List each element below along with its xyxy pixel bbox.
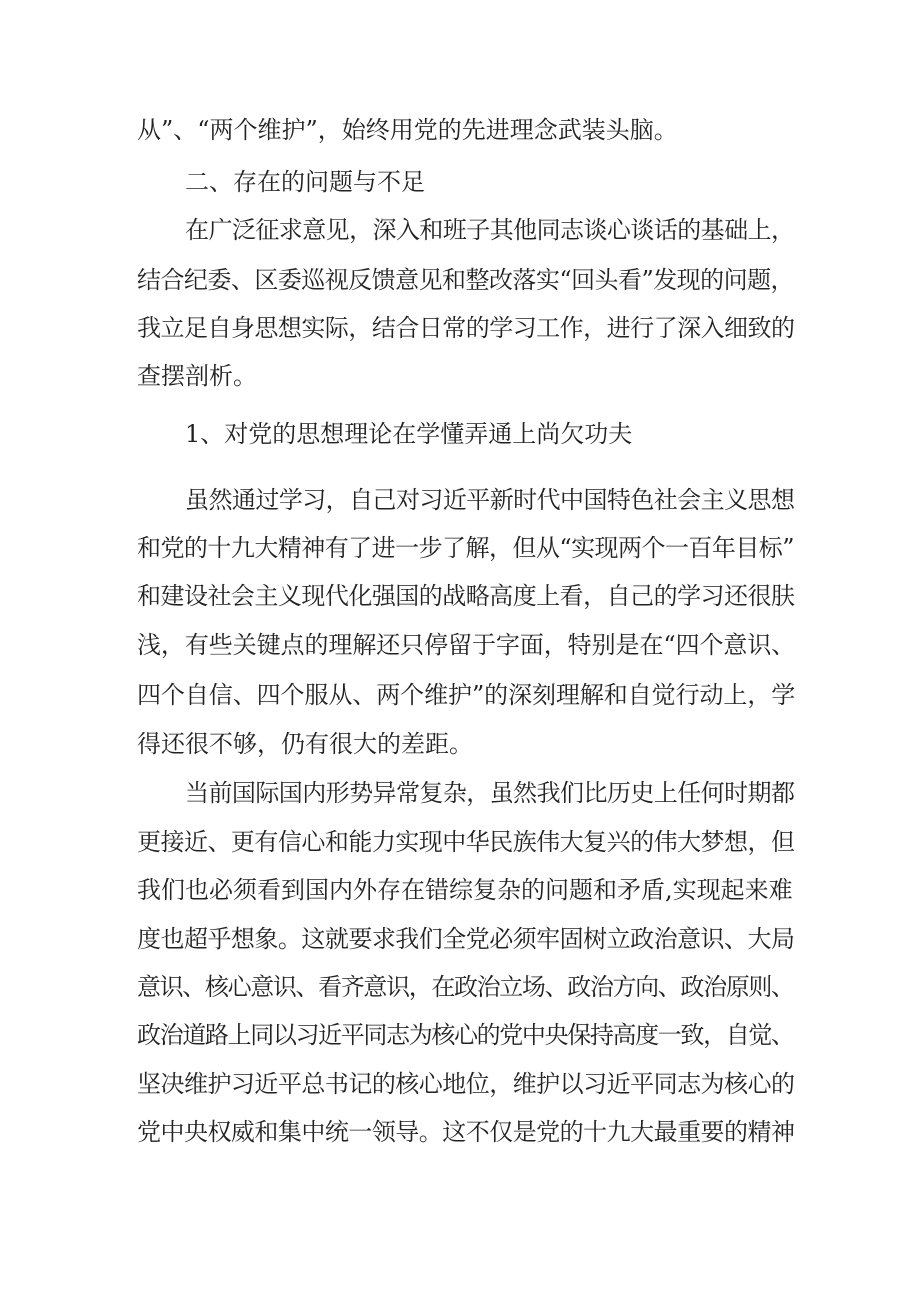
text-line: 和建设社会主义现代化强国的战略高度上看，自己的学习还很肤	[137, 582, 795, 610]
text-line: 我们也必须看到国内外存在错综复杂的问题和矛盾,实现起来难	[137, 876, 793, 904]
text-line: 党中央权威和集中统一领导。这不仅是党的十九大最重要的精神	[137, 1118, 795, 1146]
text-line: 和党的十九大精神有了进一步了解，但从“实现两个一百年目标”	[137, 534, 795, 562]
text-line: 当前国际国内形势异常复杂，虽然我们比历史上任何时期都	[185, 779, 795, 807]
text-line: 从”、“两个维护”，始终用党的先进理念武装头脑。	[137, 116, 678, 144]
text-line: 我立足自身思想实际，结合日常的学习工作，进行了深入细致的	[137, 314, 795, 342]
text-line: 虽然通过学习，自己对习近平新时代中国特色社会主义思想	[185, 486, 795, 514]
text-line: 在广泛征求意见，深入和班子其他同志谈心谈话的基础上，	[185, 216, 795, 244]
text-line: 意识、核心意识、看齐意识，在政治立场、政治方向、政治原则、	[137, 973, 794, 1001]
text-line: 度也超乎想象。这就要求我们全党必须牢固树立政治意识、大局	[137, 925, 795, 953]
text-line: 结合纪委、区委巡视反馈意见和整改落实“回头看”发现的问题，	[137, 266, 795, 294]
subsection-heading: 1、对党的思想理论在学懂弄通上尚欠功夫	[185, 420, 633, 448]
text-line: 查摆剖析。	[137, 362, 257, 390]
text-line: 四个自信、四个服从、两个维护”的深刻理解和自觉行动上，学	[137, 681, 796, 709]
text-line: 浅，有些关键点的理解还只停留于字面，特别是在“四个意识、	[137, 631, 796, 659]
text-line: 坚决维护习近平总书记的核心地位，维护以习近平同志为核心的	[137, 1070, 795, 1098]
text-line: 得还很不够，仍有很大的差距。	[137, 730, 473, 758]
text-line: 更接近、更有信心和能力实现中华民族伟大复兴的伟大梦想，但	[137, 828, 795, 856]
section-heading: 二、存在的问题与不足	[185, 168, 425, 196]
text-line: 政治道路上同以习近平同志为核心的党中央保持高度一致，自觉、	[137, 1021, 794, 1049]
